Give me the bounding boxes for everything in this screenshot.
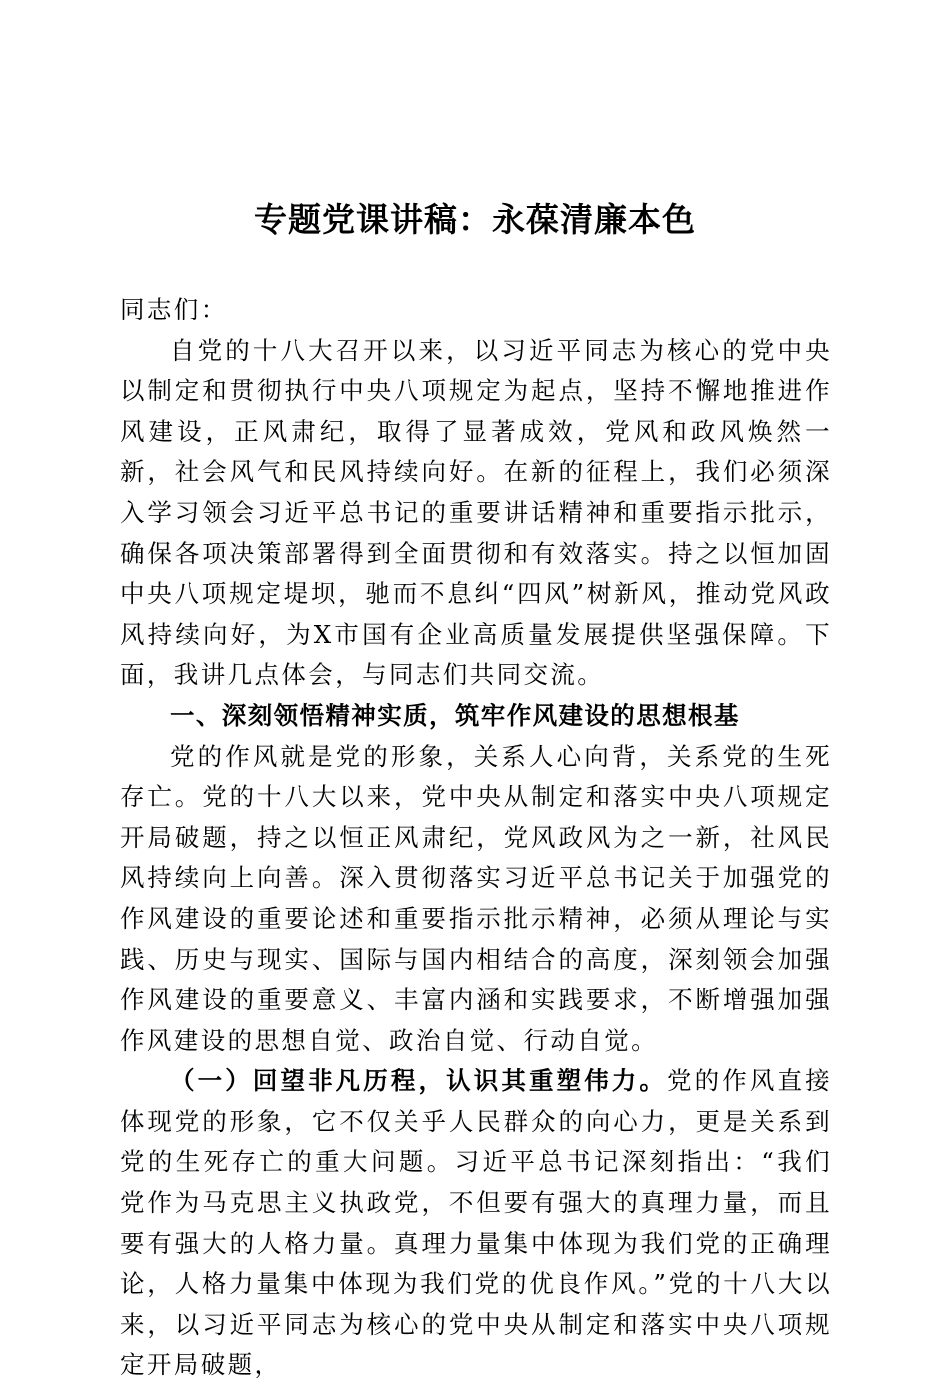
- section-1-paragraph: 党的作风就是党的形象，关系人心向背，关系党的生死存亡。党的十八大以来，党中央从制定和落实中央八项规定开局破题，持之以恒正风肃纪，党风政风为之一新，社风民风持续向上向善。深入贯彻落实习近平总书记关于加强党的作风建设的重要论述和重要指示批示精神，必须从理论与实践、历史与现实、国际与国内相结合的高度，深刻领会加强作风建设的重要意义、丰富内涵和实践要求，不断增强加强作风建设的思想自觉、政治自觉、行动自觉。: [120, 741, 832, 1055]
- section-1-heading: 一、深刻领悟精神实质，筑牢作风建设的思想根基: [170, 700, 740, 730]
- subsection-1-body: 党的作风直接体现党的形象，它不仅关乎人民群众的向心力，更是关系到党的生死存亡的重大问题。习近平总书记深刻指出：“我们党作为马克思主义执政党，不但要有强大的真理力量，而且要有强大的人格力量。真理力量集中体现为我们党的正确理论，人格力量集中体现为我们党的优良作风。”党的十八大以来，以习近平同志为核心的党中央从制定和落实中央八项规定开局破题，: [120, 1066, 832, 1380]
- subsection-1-lead: （一）回望非凡历程，认识其重塑伟力。: [170, 1066, 668, 1096]
- subsection-1-paragraph: [120, 1061, 832, 1386]
- salutation: 同志们：: [120, 295, 228, 324]
- document-title: 专题党课讲稿：永葆清廉本色: [254, 200, 696, 239]
- document-body: [120, 290, 832, 1386]
- intro-paragraph: 自党的十八大召开以来，以习近平同志为核心的党中央以制定和贯彻执行中央八项规定为起点，坚持不懈地推进作风建设，正风肃纪，取得了显著成效，党风和政风焕然一新，社会风气和民风持续向好。在新的征程上，我们必须深入学习领会习近平总书记的重要讲话精神和重要指示批示，确保各项决策部署得到全面贯彻和有效落实。持之以恒加固中央八项规定堤坝，驰而不息纠“四风”树新风，推动党风政风持续向好，为X市国有企业高质量发展提供坚强保障。下面，我讲几点体会，与同志们共同交流。: [120, 335, 832, 690]
